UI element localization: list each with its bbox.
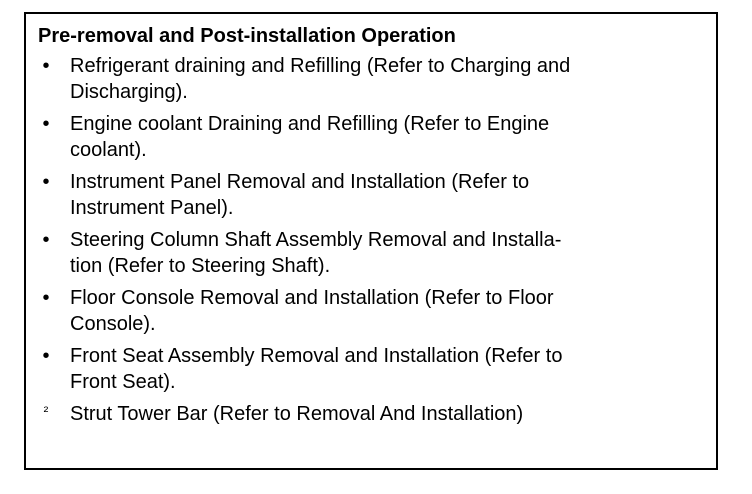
procedure-box [24,12,718,470]
list-item-line: Refrigerant draining and Refilling (Refer to Charging and [70,55,571,77]
section-heading: Pre-removal and Post-installation Operation [38,25,456,47]
list-item-line: Instrument Panel). [70,197,234,219]
list-item-line: Strut Tower Bar (Refer to Removal And Installation) [70,403,524,425]
list-item-line: Front Seat). [70,371,176,393]
list-item-line: tion (Refer to Steering Shaft). [70,255,331,277]
list-item-text [70,53,700,105]
bullet-marker: • [42,345,50,367]
list-item-text [70,343,700,395]
list-item-line: Steering Column Shaft Assembly Removal and Installa- [70,229,562,251]
list-item-line: Floor Console Removal and Installation (Refer to Floor [70,287,554,309]
list-item-line: Instrument Panel Removal and Installation (Refer to [70,171,530,193]
list-item-line: coolant). [70,139,147,161]
list-item-text [70,401,700,427]
bullet-marker: • [42,171,50,193]
bullet-marker: • [42,55,50,77]
list-item-line: Discharging). [70,81,188,103]
bullet-marker: • [42,229,50,251]
list-item-line: Front Seat Assembly Removal and Installation (Refer to [70,345,563,367]
list-item-line: Console). [70,313,156,335]
bullet-marker: • [42,113,50,135]
list-item-text [70,169,700,221]
list-item-text [70,111,700,163]
bullet-marker: • [42,287,50,309]
list-item-line: Engine coolant Draining and Refilling (Refer to Engine [70,113,550,135]
superscript-marker: ² [43,403,49,419]
list-item-text [70,285,700,337]
list-item-text [70,227,700,279]
